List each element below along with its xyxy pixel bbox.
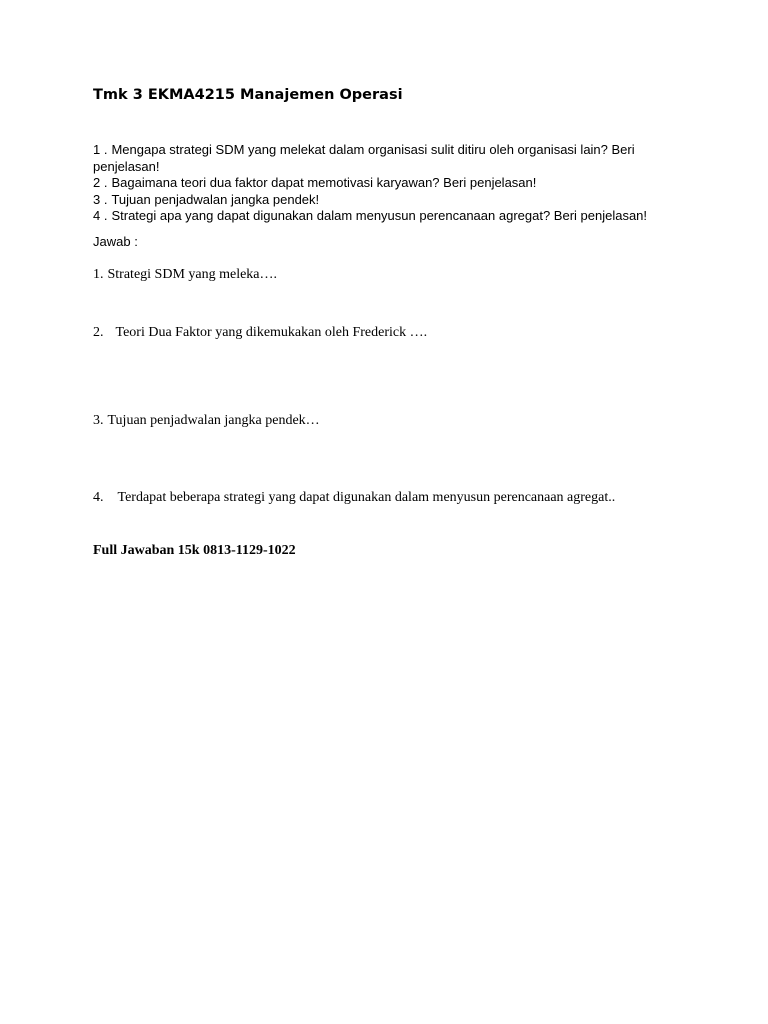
question-text: Tujuan penjadwalan jangka pendek! <box>111 191 320 207</box>
question-item <box>93 175 653 192</box>
answer-number: 2. <box>93 325 104 340</box>
question-number: 2 . <box>93 175 108 190</box>
answer-item <box>93 412 320 429</box>
question-item <box>93 192 653 209</box>
answer-text: Strategi SDM yang meleka…. <box>107 267 278 282</box>
answer-number: 4. <box>93 490 104 505</box>
answer-item <box>93 324 427 341</box>
question-text: Bagaimana teori dua faktor dapat memotivasi karyawan? Beri penjelasan! <box>111 175 537 190</box>
question-number: 4 . <box>93 208 108 223</box>
answer-heading: Jawab : <box>93 234 138 249</box>
question-number: 1 . <box>93 142 108 157</box>
document-title: Tmk 3 EKMA4215 Manajemen Operasi <box>93 87 403 103</box>
answer-number: 1. <box>93 267 104 282</box>
answer-item <box>93 489 615 506</box>
question-text: Strategi apa yang dapat digunakan dalam menyusun perencanaan agregat? Beri penjelasan! <box>111 208 648 223</box>
answer-text: Tujuan penjadwalan jangka pendek… <box>107 413 320 428</box>
question-item <box>93 142 653 175</box>
answer-number: 3. <box>93 413 104 428</box>
question-item <box>93 208 653 225</box>
answer-item <box>93 266 277 283</box>
question-list <box>93 142 653 225</box>
answer-text: Terdapat beberapa strategi yang dapat digunakan dalam menyusun perencanaan agregat.. <box>117 490 616 505</box>
answer-text: Teori Dua Faktor yang dikemukakan oleh Frederick …. <box>115 325 428 340</box>
question-text: Mengapa strategi SDM yang melekat dalam organisasi sulit ditiru oleh organisasi lain? Beri penjelasan! <box>93 142 635 174</box>
question-number: 3 . <box>93 191 108 207</box>
footer-contact-note: Full Jawaban 15k 0813-1129-1022 <box>93 543 296 558</box>
